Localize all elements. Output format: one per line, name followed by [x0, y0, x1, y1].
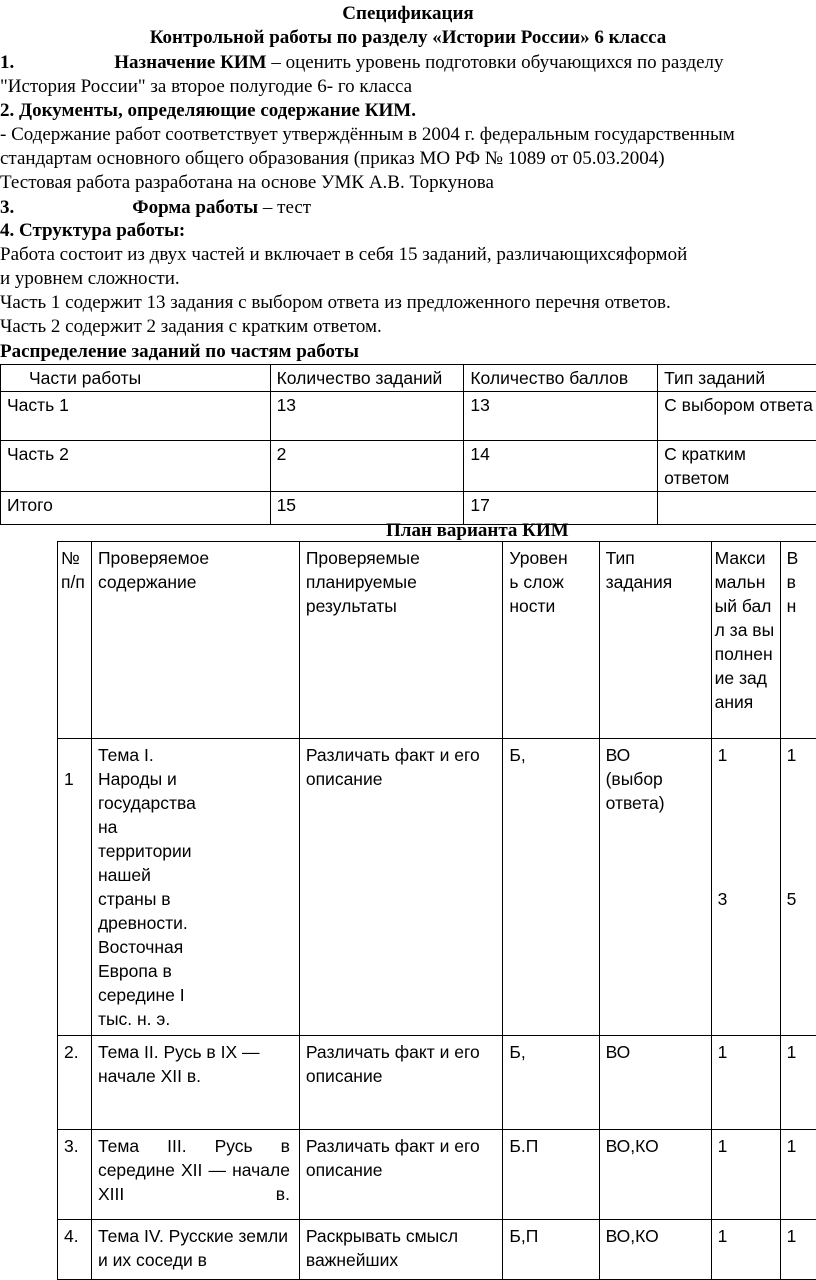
table-cell: 1 [58, 739, 92, 1036]
table-cell: 4. [58, 1220, 92, 1280]
section-1-line [0, 51, 724, 75]
table-cell: Раскрывать смысл важнейших [299, 1220, 503, 1280]
table-header-row [1, 365, 816, 392]
table-cell: 13 [464, 392, 658, 441]
section-1-heading: Назначение КИМ [114, 52, 266, 73]
table-cell: 2 [270, 441, 464, 492]
section-1-text-2: "История России" за второе полугодие 6- го класса [0, 75, 412, 99]
section-4-text-2: и уровнем сложности. [0, 267, 180, 291]
table-cell: ВО [599, 1036, 711, 1130]
table-cell: Б, [503, 739, 599, 1036]
section-4-text-3: Часть 1 содержит 13 задания с выбором ответа из предложенного перечня ответов. [0, 291, 671, 315]
table-cell: Часть 1 [1, 392, 271, 441]
table-cell: 15 [270, 492, 464, 525]
table-header-cell: Тип задания [599, 542, 711, 739]
table-cell: ВО (выбор ответа) [599, 739, 711, 1036]
section-2-heading: 2. Документы, определяющие содержание КИМ. [0, 99, 416, 123]
table-header-cell: Уровень сложности [503, 542, 599, 739]
section-1-number: 1. [0, 52, 14, 73]
table-cell: Тема I. Народы и государства на территории нашей страны в древности. Восточная Европа в середине I тыс. н. э. [91, 739, 299, 1036]
table-header-row [58, 542, 816, 739]
table-cell: Различать факт и его описание [299, 1036, 503, 1130]
table-header-cell: Тип заданий [658, 365, 816, 392]
table-cell: 1 3 [711, 739, 780, 1036]
table-cell: Б.П [503, 1130, 599, 1220]
section-4-heading: 4. Структура работы: [0, 219, 185, 243]
section-3-line [0, 196, 311, 220]
section-3-number: 3. [0, 197, 14, 218]
table-cell: 17 [464, 492, 658, 525]
table-cell: ВО,КО [599, 1130, 711, 1220]
table-header-cell: Максимальный балл за выполнение задания [711, 542, 780, 739]
table-row [58, 1220, 816, 1280]
distribution-heading: Распределение заданий по частям работы [0, 340, 359, 364]
section-3-text: – тест [258, 197, 311, 218]
table-cell: ВО,КО [599, 1220, 711, 1280]
table-header-cell: Количество баллов [464, 365, 658, 392]
table-header-cell: Проверяемое содержание [91, 542, 299, 739]
table-cell: 14 [464, 441, 658, 492]
table-cell: 3. [58, 1130, 92, 1220]
section-2-text-3: Тестовая работа разработана на основе УМК А.В. Торкунова [0, 171, 494, 195]
table-cell: Тема III. Русь в середине XII — начале XIII в. [91, 1130, 299, 1220]
table-cell: 1 [711, 1130, 780, 1220]
table-cell: Тема IV. Русские земли и их соседи в [91, 1220, 299, 1280]
table-cell: 2. [58, 1036, 92, 1130]
section-2-text-1: - Содержание работ соответствует утверждённым в 2004 г. федеральным государственным [0, 123, 735, 147]
section-2-text-2: стандартам основного общего образования (приказ МО РФ № 1089 от 05.03.2004) [0, 147, 665, 171]
table-cell: Различать факт и его описание [299, 739, 503, 1036]
table-row [58, 1130, 816, 1220]
plan-heading: План варианта КИМ [386, 519, 569, 543]
table-cell: 1 5 [780, 739, 816, 1036]
table-cell: Часть 2 [1, 441, 271, 492]
section-1-text: – оценить уровень подготовки обучающихся по разделу [267, 52, 724, 73]
section-4-text-1: Работа состоит из двух частей и включает в себя 15 заданий, различающихсяформой [0, 243, 687, 267]
table-cell: Б, [503, 1036, 599, 1130]
table-cell: 1 [780, 1036, 816, 1130]
table-cell: С кратким ответом [658, 441, 816, 492]
table-cell: Различать факт и его описание [299, 1130, 503, 1220]
table-cell [658, 492, 816, 525]
table-header-cell: В в н [780, 542, 816, 739]
table-header-cell: Количество заданий [270, 365, 464, 392]
table-cell: С выбором ответа [658, 392, 816, 441]
table-header-cell: № п/п [58, 542, 92, 739]
doc-subtitle: Контрольной работы по разделу «Истории России» 6 класса [0, 26, 816, 50]
table-header-cell: Части работы [1, 365, 271, 392]
plan-table [57, 541, 816, 1280]
table-row [58, 1036, 816, 1130]
table-cell: 13 [270, 392, 464, 441]
table-cell: 1 [780, 1220, 816, 1280]
table-cell: 1 [711, 1220, 780, 1280]
doc-title: Спецификация [0, 2, 816, 26]
table-cell: 1 [780, 1130, 816, 1220]
table-cell: 1 [711, 1036, 780, 1130]
section-4-text-4: Часть 2 содержит 2 задания с кратким ответом. [0, 315, 382, 339]
table-cell: Тема II. Русь в IX — начале XII в. [91, 1036, 299, 1130]
table-row [1, 392, 816, 441]
table-row [58, 739, 816, 1036]
distribution-table [0, 364, 816, 525]
table-cell: Итого [1, 492, 271, 525]
table-row [1, 441, 816, 492]
table-header-cell: Проверяемые планируемые результаты [299, 542, 503, 739]
table-cell: Б,П [503, 1220, 599, 1280]
section-3-heading: Форма работы [132, 197, 258, 218]
